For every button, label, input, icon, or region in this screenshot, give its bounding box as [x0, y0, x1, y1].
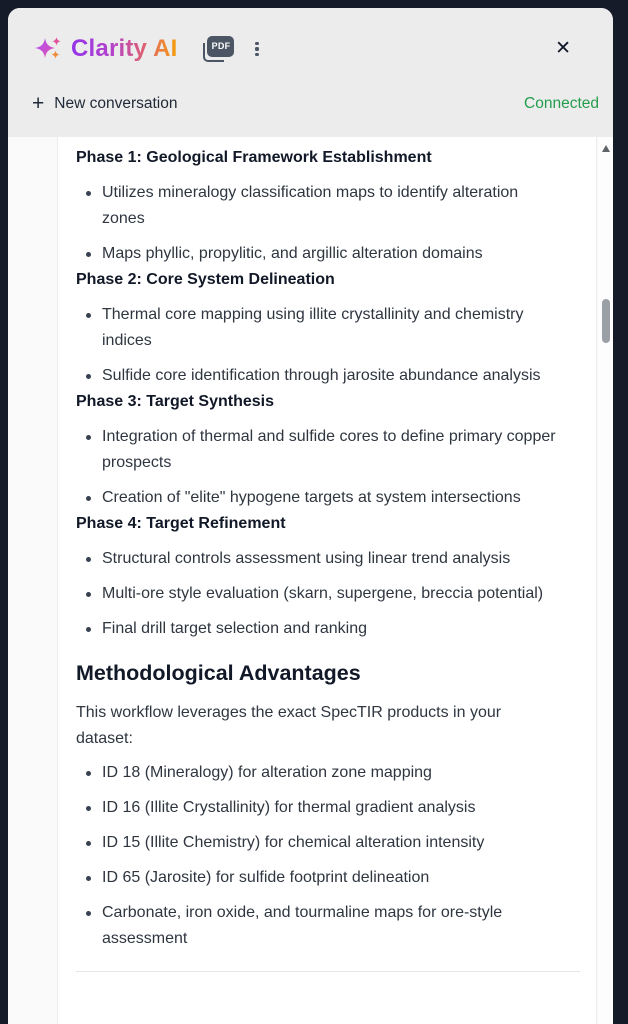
list-item	[76, 485, 580, 511]
phase-heading: Phase 3: Target Synthesis	[76, 393, 274, 410]
phase-heading: Phase 2: Core System Delineation	[76, 271, 335, 288]
list-item-text: Structural controls assessment using linear trend analysis	[102, 550, 511, 567]
more-options-button[interactable]	[251, 38, 262, 61]
assistant-message-card	[57, 137, 597, 1024]
scrollbar-track[interactable]	[598, 137, 613, 1024]
list-item-text: Integration of thermal and sulfide cores to define primary copper prospects	[102, 428, 556, 471]
bullet-icon	[86, 806, 91, 811]
list-item	[76, 546, 580, 572]
list-item	[76, 795, 580, 821]
conversation-toolbar	[8, 92, 613, 137]
bullet-icon	[86, 771, 91, 776]
logo-row	[8, 30, 613, 68]
section-heading: Methodological Advantages	[76, 661, 361, 685]
list-item	[76, 900, 580, 952]
list-item	[76, 581, 580, 607]
bullet-icon	[86, 252, 91, 257]
paragraph: This workflow leverages the exact SpecTIR products in your dataset:	[76, 704, 502, 747]
app-title: Clarity AI	[71, 35, 178, 62]
bullet-icon	[86, 374, 91, 379]
clarity-ai-panel	[8, 8, 613, 1024]
close-button[interactable]: ✕	[555, 38, 571, 59]
bullet-icon	[86, 592, 91, 597]
list-item-text: Final drill target selection and ranking	[102, 620, 368, 637]
bullet-icon	[86, 496, 91, 501]
bullet-icon	[86, 841, 91, 846]
chat-scroll-area[interactable]	[8, 137, 613, 1024]
list-item	[76, 363, 580, 389]
bullet-icon	[86, 876, 91, 881]
list-item	[76, 830, 580, 856]
list-item	[76, 302, 580, 354]
list-item-text: Maps phyllic, propylitic, and argillic alteration domains	[102, 245, 483, 262]
list-item-text: Utilizes mineralogy classification maps to identify alteration zones	[102, 184, 519, 227]
list-item-text: Multi-ore style evaluation (skarn, supergene, breccia potential)	[102, 585, 544, 602]
list-item	[76, 241, 580, 267]
scroll-up-arrow-icon[interactable]	[602, 145, 610, 152]
list-item-text: ID 18 (Mineralogy) for alteration zone mapping	[102, 764, 432, 781]
list-item-text: Thermal core mapping using illite crystallinity and chemistry indices	[102, 306, 524, 349]
phase-heading: Phase 4: Target Refinement	[76, 515, 286, 532]
bullet-list	[76, 760, 580, 952]
list-item-text: ID 65 (Jarosite) for sulfide footprint delineation	[102, 869, 430, 886]
list-item	[76, 180, 580, 232]
bullet-icon	[86, 627, 91, 632]
list-item-text: ID 16 (Illite Crystallinity) for thermal gradient analysis	[102, 799, 476, 816]
bullet-icon	[86, 557, 91, 562]
list-item-text: Sulfide core identification through jarosite abundance analysis	[102, 367, 541, 384]
list-item-text: Carbonate, iron oxide, and tourmaline maps for ore-style assessment	[102, 904, 503, 947]
bullet-list	[76, 302, 580, 389]
new-conversation-button[interactable]: New conversation	[54, 95, 178, 112]
list-item	[76, 760, 580, 786]
list-item-text: Creation of "elite" hypogene targets at system intersections	[102, 489, 521, 506]
sparkles-icon	[35, 35, 63, 63]
list-item	[76, 424, 580, 476]
pdf-badge-icon: PDF	[207, 36, 234, 57]
list-item-text: ID 15 (Illite Chemistry) for chemical alteration intensity	[102, 834, 485, 851]
connection-status: Connected	[524, 95, 599, 112]
bullet-list	[76, 546, 580, 642]
bullet-list	[76, 180, 580, 267]
list-item	[76, 865, 580, 891]
list-item	[76, 616, 580, 642]
divider	[76, 971, 580, 972]
bullet-list	[76, 424, 580, 511]
panel-header	[8, 8, 613, 137]
plus-icon: +	[32, 92, 45, 115]
scrollbar-thumb[interactable]	[602, 299, 610, 343]
phase-heading: Phase 1: Geological Framework Establishment	[76, 149, 432, 166]
bullet-icon	[86, 911, 91, 916]
export-pdf-button[interactable]	[203, 36, 234, 63]
bullet-icon	[86, 313, 91, 318]
bullet-icon	[86, 191, 91, 196]
bullet-icon	[86, 435, 91, 440]
